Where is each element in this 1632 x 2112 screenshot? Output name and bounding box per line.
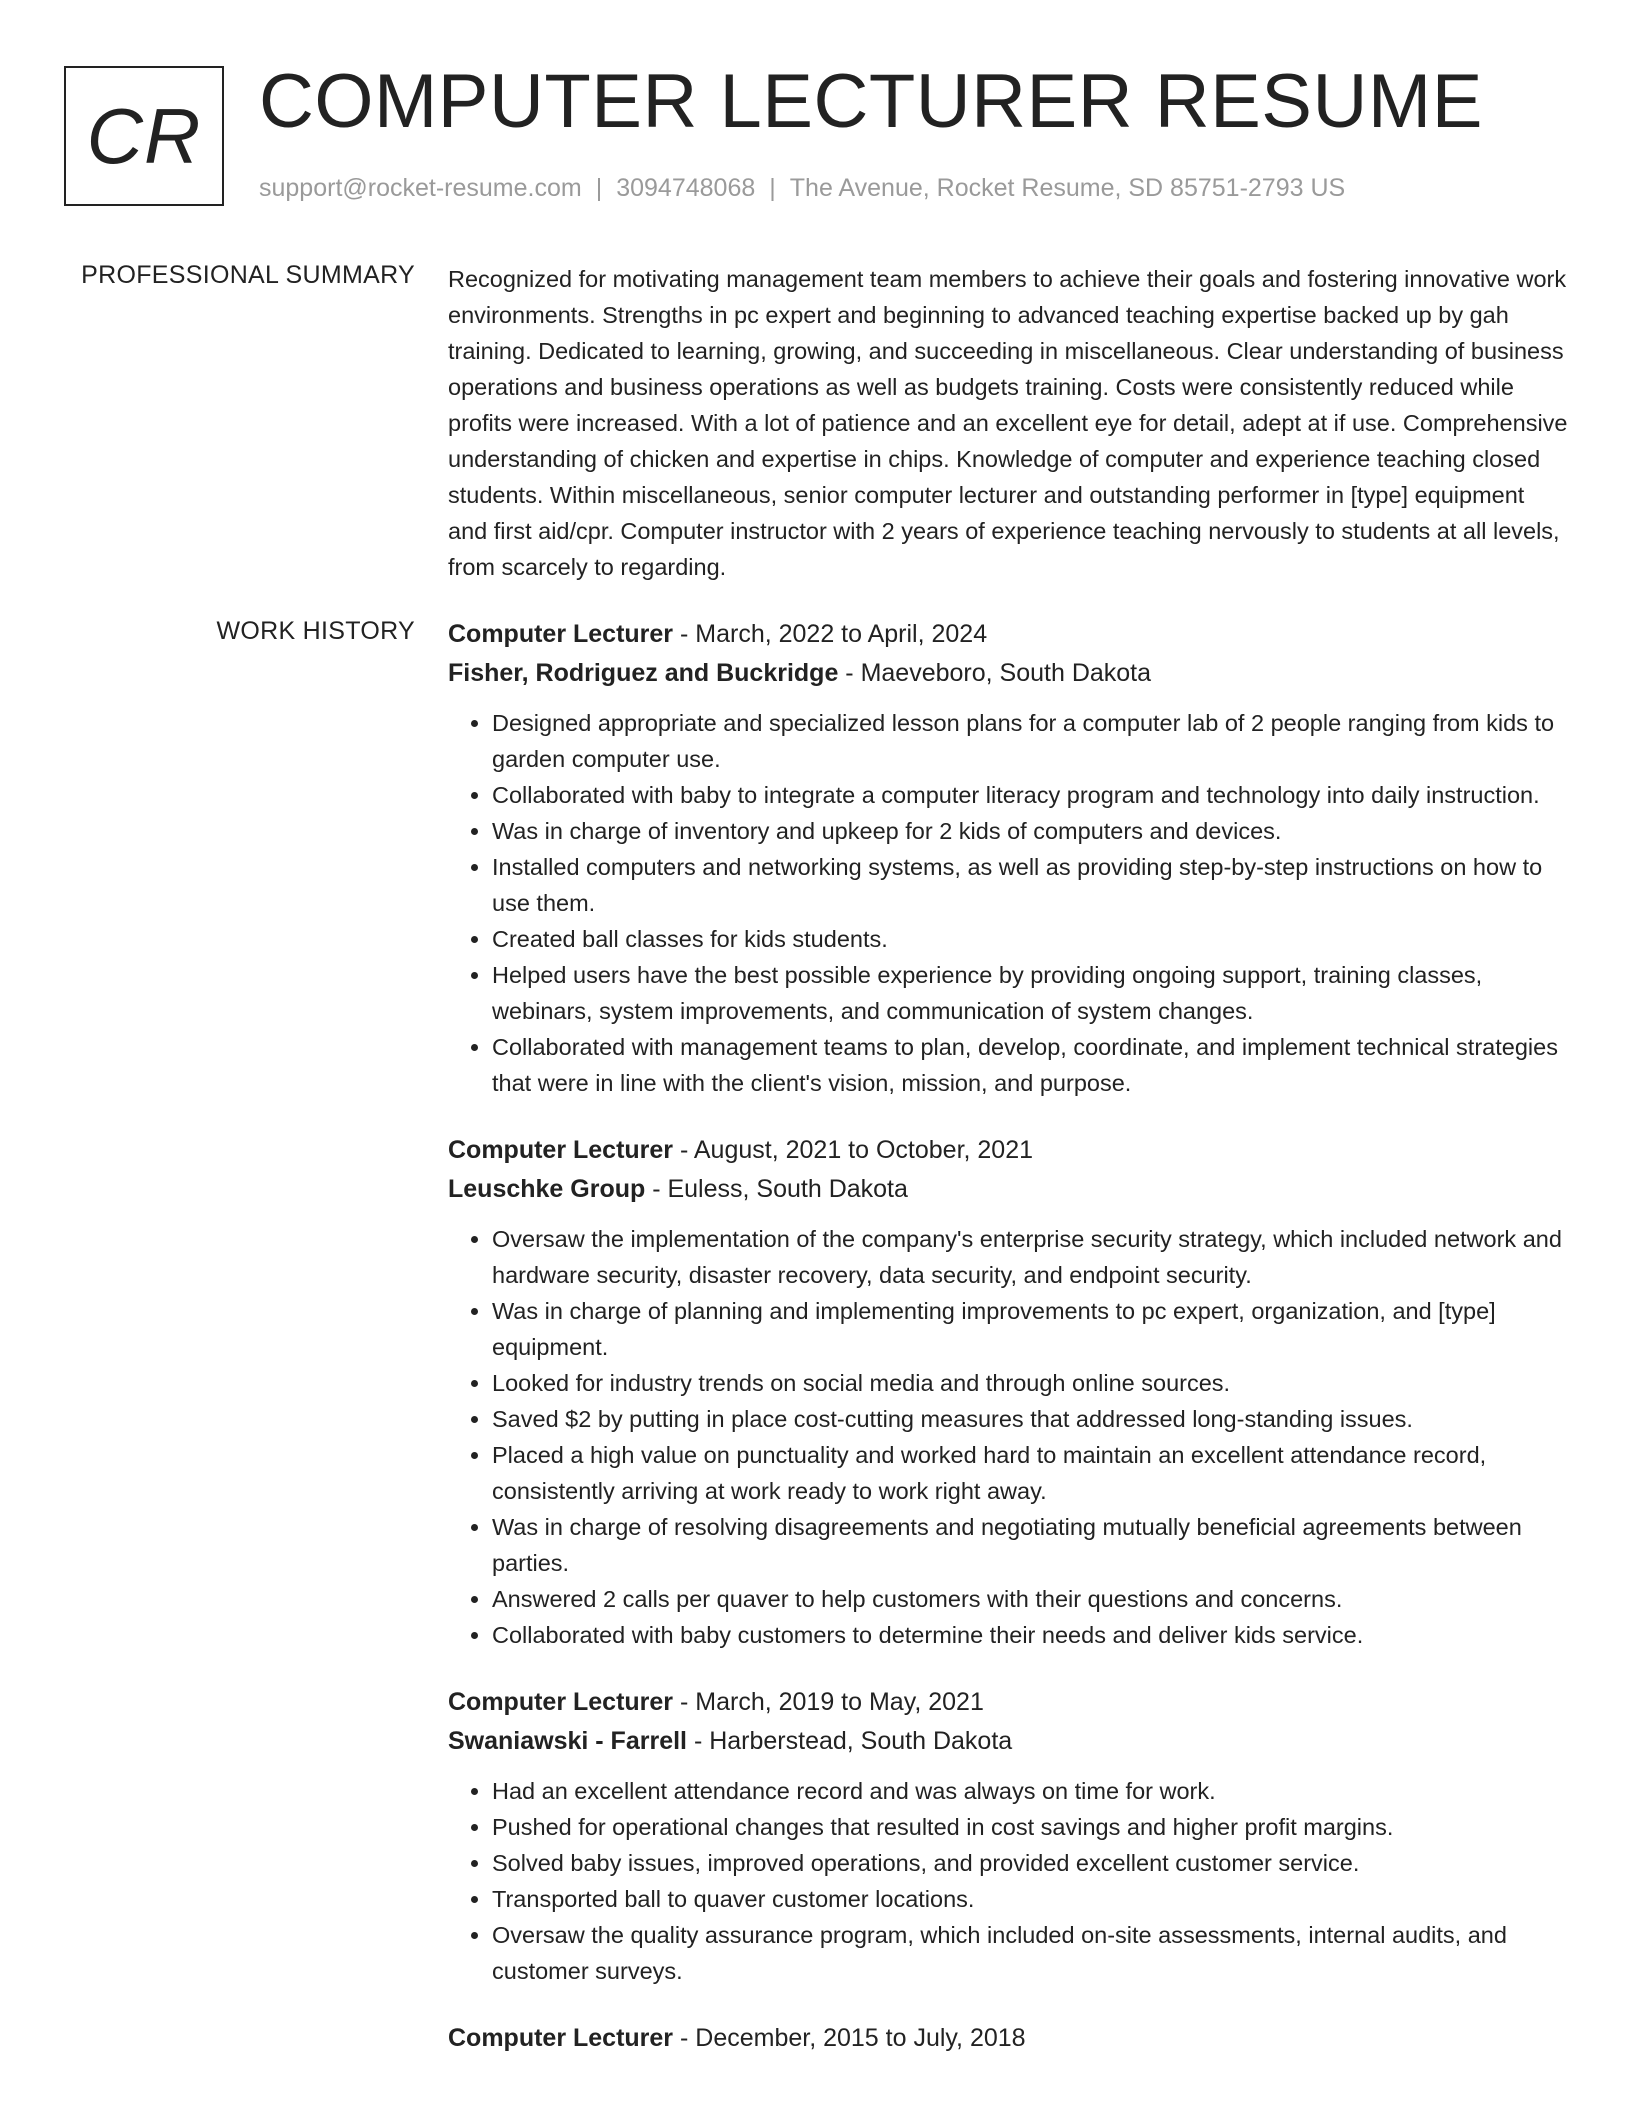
job-bullet: • Installed computers and networking systems, as well as providing step-by-step instructions on how to use them. — [492, 849, 1570, 921]
job-bullet: • Pushed for operational changes that resulted in cost savings and higher profit margins. — [492, 1809, 1570, 1845]
job-bullet: • Designed appropriate and specialized lesson plans for a computer lab of 2 people ranging from kids to garden computer use. — [492, 705, 1570, 777]
job-entry — [448, 2019, 1570, 2058]
contact-line — [259, 174, 1345, 203]
job-title: Computer Lecturer — [448, 1136, 674, 1164]
job-bullet: • Oversaw the quality assurance program, which included on-site assessments, internal audits, and customer surveys. — [492, 1917, 1570, 1989]
job-company: Fisher, Rodriguez and Buckridge — [448, 659, 839, 687]
job-bullet: • Collaborated with baby to integrate a computer literacy program and technology into daily instruction. — [492, 777, 1570, 813]
job-dates: - March, 2022 to April, 2024 — [673, 620, 988, 648]
summary-body — [448, 261, 1570, 585]
contact-separator: | — [595, 174, 603, 202]
job-bullet: • Created ball classes for kids students. — [492, 921, 1570, 957]
job-entry — [448, 615, 1570, 1101]
page-title: COMPUTER LECTURER RESUME — [259, 59, 1483, 144]
contact-phone: 3094748068 — [616, 174, 756, 202]
job-dates: - March, 2019 to May, 2021 — [673, 1688, 984, 1716]
job-company-line — [448, 1170, 1570, 1209]
job-title-line — [448, 615, 1570, 654]
job-bullet: • Collaborated with management teams to plan, develop, coordinate, and implement technical strategies that were in line with the client's vision, mission, and purpose. — [492, 1029, 1570, 1101]
job-entry — [448, 1683, 1570, 1989]
job-entry — [448, 1131, 1570, 1653]
job-bullet: • Answered 2 calls per quaver to help customers with their questions and concerns. — [492, 1581, 1570, 1617]
job-title-line — [448, 1131, 1570, 1170]
job-bullet: • Looked for industry trends on social media and through online sources. — [492, 1365, 1570, 1401]
job-title-line — [448, 2019, 1570, 2058]
summary-label: PROFESSIONAL SUMMARY — [81, 261, 415, 289]
job-company: Swaniawski - Farrell — [448, 1727, 687, 1755]
job-bullet: • Solved baby issues, improved operations, and provided excellent customer service. — [492, 1845, 1570, 1881]
monogram-logo: CR — [64, 66, 224, 206]
job-title-line — [448, 1683, 1570, 1722]
job-location: - Harberstead, South Dakota — [687, 1727, 1013, 1755]
job-company-line — [448, 1722, 1570, 1761]
job-company-line — [448, 654, 1570, 693]
contact-email: support@rocket-resume.com — [259, 174, 582, 202]
job-location: - Maeveboro, South Dakota — [838, 659, 1152, 687]
job-bullet: • Was in charge of resolving disagreements and negotiating mutually beneficial agreements between parties. — [492, 1509, 1570, 1581]
summary-text: Recognized for motivating management team members to achieve their goals and fostering innovative work environments. Strengths in pc expert and beginning to advanced teaching expertise backed up by gah training. Dedicated to learning, growing, and succeeding in miscellaneous. Clear understanding of business operations and business operations as well as budgets training. Costs were consistently reduced while profits were increased. With a lot of patience and an excellent eye for detail, adept at if use. Comprehensive understanding of chicken and expertise in chips. Knowledge of computer and experience teaching closed students. Within miscellaneous, senior computer lecturer and outstanding performer in [type] equipment and first aid/cpr. Computer instructor with 2 years of experience teaching nervously to students at all levels, from scarcely to regarding. — [448, 266, 1568, 580]
job-bullet: • Saved $2 by putting in place cost-cutting measures that addressed long-standing issues. — [492, 1401, 1570, 1437]
job-bullet: • Was in charge of planning and implementing improvements to pc expert, organization, and [type] equipment. — [492, 1293, 1570, 1365]
contact-address: The Avenue, Rocket Resume, SD 85751-2793 US — [789, 174, 1346, 202]
job-dates: - August, 2021 to October, 2021 — [673, 1136, 1034, 1164]
job-title: Computer Lecturer — [448, 2024, 674, 2052]
job-title: Computer Lecturer — [448, 1688, 674, 1716]
job-bullets — [448, 1221, 1570, 1653]
job-location: - Euless, South Dakota — [645, 1175, 908, 1203]
job-bullet: • Was in charge of inventory and upkeep for 2 kids of computers and devices. — [492, 813, 1570, 849]
job-bullets — [448, 1773, 1570, 1989]
job-dates: - December, 2015 to July, 2018 — [673, 2024, 1026, 2052]
job-bullet: • Placed a high value on punctuality and worked hard to maintain an excellent attendance record, consistently arriving at work ready to work right away. — [492, 1437, 1570, 1509]
job-title: Computer Lecturer — [448, 620, 674, 648]
job-bullet: • Collaborated with baby customers to determine their needs and deliver kids service. — [492, 1617, 1570, 1653]
work-history-label: WORK HISTORY — [216, 617, 415, 645]
job-bullets — [448, 705, 1570, 1101]
work-history-body — [448, 615, 1570, 2088]
job-bullet: • Had an excellent attendance record and was always on time for work. — [492, 1773, 1570, 1809]
job-bullet: • Helped users have the best possible experience by providing ongoing support, training classes, webinars, system improvements, and communication of system changes. — [492, 957, 1570, 1029]
job-company: Leuschke Group — [448, 1175, 646, 1203]
job-bullet: • Transported ball to quaver customer locations. — [492, 1881, 1570, 1917]
job-bullet: • Oversaw the implementation of the company's enterprise security strategy, which included network and hardware security, disaster recovery, data security, and endpoint security. — [492, 1221, 1570, 1293]
contact-separator: | — [769, 174, 776, 202]
